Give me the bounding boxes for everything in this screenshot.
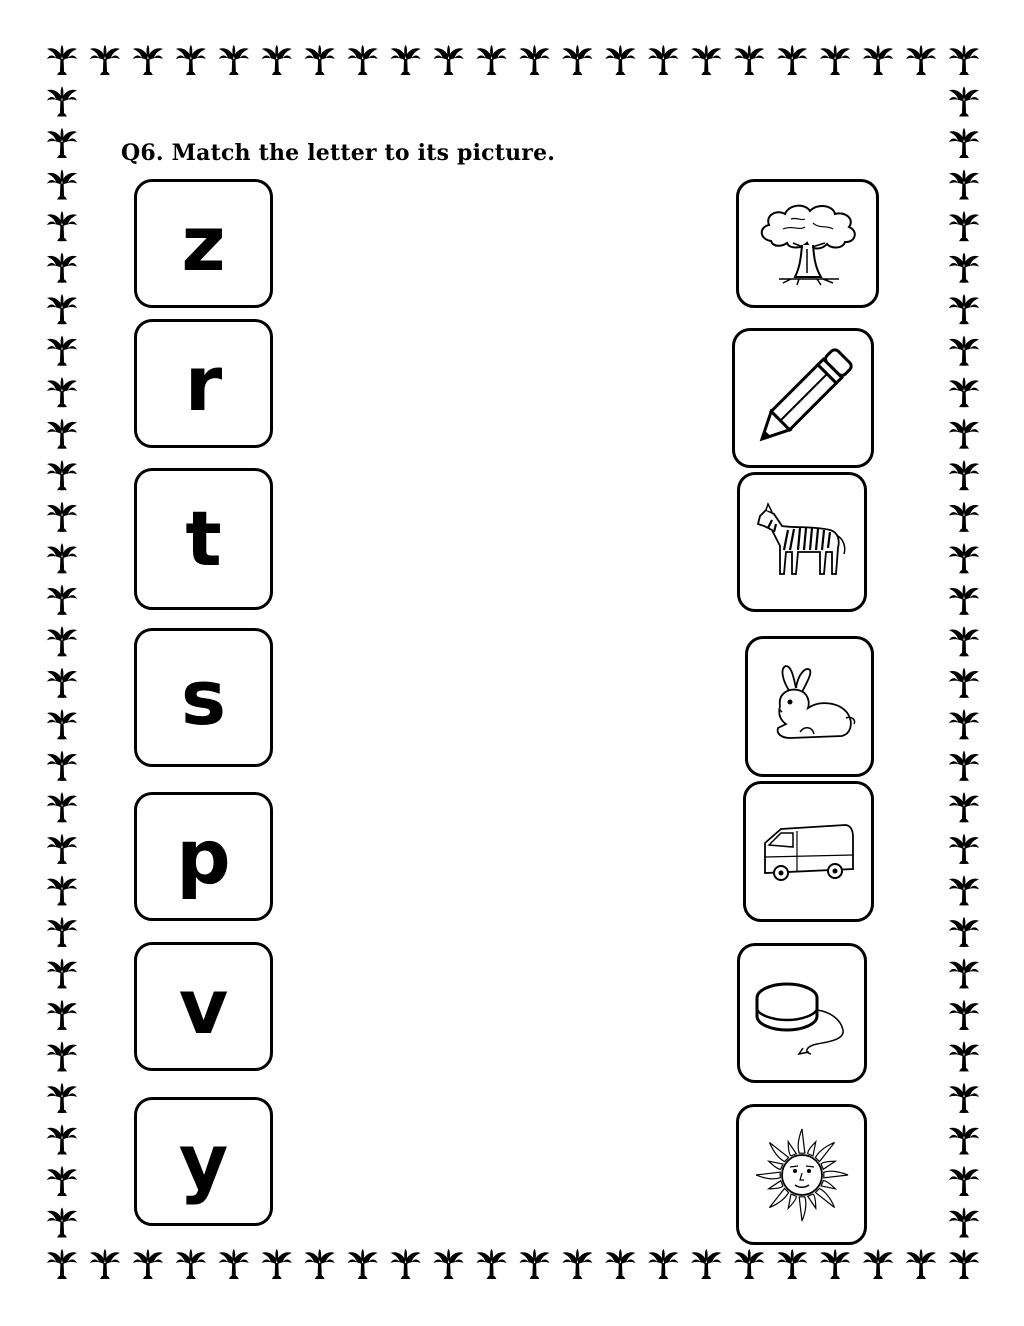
sun-ray — [788, 1194, 796, 1208]
palm-tree-icon — [949, 1041, 979, 1071]
letter-card-t[interactable] — [134, 468, 273, 610]
palm-tree-icon — [47, 460, 77, 490]
palm-tree-icon — [949, 45, 979, 75]
palm-tree-icon — [734, 1249, 764, 1279]
palm-tree-icon — [176, 1249, 206, 1279]
letter-y: y — [178, 1116, 229, 1206]
palm-tree-icon — [262, 45, 292, 75]
palm-tree-icon — [47, 1124, 77, 1154]
palm-tree-icon — [949, 336, 979, 366]
palm-tree-icon — [47, 87, 77, 117]
sun-ray — [799, 1196, 806, 1220]
letter-v: v — [178, 961, 229, 1051]
palm-tree-icon — [949, 875, 979, 905]
sun-ray — [756, 1172, 780, 1179]
letter-card-z[interactable] — [134, 179, 273, 308]
yoyo-picture — [747, 968, 857, 1058]
sun-ray — [821, 1180, 835, 1188]
palm-tree-icon — [47, 709, 77, 739]
palm-tree-icon — [47, 585, 77, 615]
palm-tree-icon — [777, 1249, 807, 1279]
palm-tree-icon — [262, 1249, 292, 1279]
palm-tree-icon — [47, 1207, 77, 1237]
rabbit-picture-card[interactable] — [745, 636, 874, 777]
palm-tree-icon — [47, 1000, 77, 1030]
letter-t: t — [185, 494, 222, 583]
palm-tree-icon — [305, 45, 335, 75]
palm-tree-icon — [949, 626, 979, 656]
palm-tree-icon — [949, 253, 979, 283]
palm-tree-icon — [391, 1249, 421, 1279]
palm-tree-icon — [477, 1249, 507, 1279]
palm-tree-icon — [949, 958, 979, 988]
sun-ray — [768, 1180, 782, 1188]
pencil-picture-card[interactable] — [732, 328, 874, 468]
palm-tree-icon — [47, 1166, 77, 1196]
palm-tree-icon — [949, 1249, 979, 1279]
letter-card-p[interactable] — [134, 792, 273, 921]
sun-ray — [769, 1188, 788, 1207]
palm-tree-icon — [949, 792, 979, 822]
sun-ray — [823, 1171, 847, 1178]
palm-tree-icon — [562, 45, 592, 75]
palm-tree-icon — [949, 543, 979, 573]
palm-tree-icon — [391, 45, 421, 75]
palm-tree-icon — [949, 419, 979, 449]
palm-tree-icon — [47, 377, 77, 407]
sun-ray — [815, 1188, 834, 1207]
palm-tree-icon — [863, 1249, 893, 1279]
palm-tree-icon — [348, 1249, 378, 1279]
palm-tree-icon — [47, 45, 77, 75]
palm-tree-icon — [949, 668, 979, 698]
palm-tree-icon — [949, 585, 979, 615]
palm-tree-icon — [691, 45, 721, 75]
letter-card-s[interactable] — [134, 628, 273, 767]
zebra-picture — [752, 502, 852, 582]
palm-tree-icon — [47, 917, 77, 947]
palm-tree-icon — [47, 543, 77, 573]
question-title: Q6. Match the letter to its picture. — [121, 140, 556, 166]
palm-tree-icon — [949, 377, 979, 407]
sun-ray — [815, 1142, 834, 1161]
zebra-picture-card[interactable] — [737, 472, 867, 612]
palm-tree-icon — [219, 45, 249, 75]
palm-tree-icon — [477, 45, 507, 75]
palm-tree-icon — [605, 45, 635, 75]
palm-tree-icon — [47, 1083, 77, 1113]
palm-tree-icon — [90, 1249, 120, 1279]
sun-picture — [752, 1125, 852, 1225]
palm-tree-icon — [605, 1249, 635, 1279]
pencil-picture — [748, 338, 858, 458]
palm-tree-icon — [47, 792, 77, 822]
palm-tree-icon — [47, 751, 77, 781]
palm-tree-icon — [176, 45, 206, 75]
palm-tree-icon — [777, 45, 807, 75]
sun-ray — [798, 1129, 805, 1153]
yoyo-picture-card[interactable] — [737, 943, 867, 1083]
sun-ray — [769, 1142, 788, 1161]
van-picture-card[interactable] — [743, 781, 874, 922]
palm-tree-icon — [949, 709, 979, 739]
palm-tree-icon — [47, 668, 77, 698]
sun-ray — [821, 1161, 835, 1169]
letter-s: s — [180, 652, 227, 742]
palm-tree-icon — [949, 751, 979, 781]
palm-tree-icon — [949, 294, 979, 324]
palm-tree-icon — [949, 1083, 979, 1113]
sun-ray — [807, 1141, 815, 1155]
palm-tree-icon — [47, 834, 77, 864]
palm-tree-icon — [47, 211, 77, 241]
palm-tree-icon — [734, 45, 764, 75]
palm-tree-icon — [348, 45, 378, 75]
palm-tree-icon — [519, 45, 549, 75]
palm-tree-icon — [133, 1249, 163, 1279]
palm-tree-icon — [562, 1249, 592, 1279]
palm-tree-icon — [47, 253, 77, 283]
palm-tree-icon — [820, 1249, 850, 1279]
palm-tree-icon — [47, 1041, 77, 1071]
palm-tree-icon — [820, 45, 850, 75]
palm-tree-icon — [906, 1249, 936, 1279]
tree-picture-card[interactable] — [736, 179, 879, 308]
letter-card-y[interactable] — [134, 1097, 273, 1226]
palm-tree-icon — [949, 1166, 979, 1196]
palm-tree-icon — [47, 128, 77, 158]
palm-tree-icon — [90, 45, 120, 75]
rabbit-picture — [760, 662, 860, 752]
sun-ray — [768, 1161, 782, 1169]
letter-r: r — [184, 338, 223, 428]
palm-tree-icon — [949, 1000, 979, 1030]
palm-tree-icon — [691, 1249, 721, 1279]
palm-tree-icon — [906, 45, 936, 75]
palm-tree-icon — [47, 502, 77, 532]
palm-tree-icon — [949, 128, 979, 158]
palm-tree-icon — [47, 419, 77, 449]
palm-tree-icon — [949, 502, 979, 532]
palm-tree-icon — [133, 45, 163, 75]
palm-tree-icon — [47, 336, 77, 366]
palm-tree-icon — [949, 87, 979, 117]
palm-tree-icon — [219, 1249, 249, 1279]
palm-tree-icon — [47, 958, 77, 988]
sun-ray — [788, 1141, 796, 1155]
palm-tree-icon — [949, 917, 979, 947]
palm-tree-icon — [47, 1249, 77, 1279]
palm-tree-icon — [305, 1249, 335, 1279]
palm-tree-icon — [434, 1249, 464, 1279]
tree-picture — [753, 199, 863, 289]
palm-tree-icon — [949, 834, 979, 864]
sun-picture-card[interactable] — [736, 1104, 867, 1245]
palm-tree-icon — [519, 1249, 549, 1279]
letter-card-r[interactable] — [134, 319, 273, 448]
van-picture — [759, 817, 859, 887]
palm-tree-icon — [949, 170, 979, 200]
palm-tree-icon — [949, 1207, 979, 1237]
palm-tree-icon — [648, 45, 678, 75]
palm-tree-icon — [648, 1249, 678, 1279]
palm-tree-icon — [434, 45, 464, 75]
palm-tree-icon — [949, 460, 979, 490]
palm-tree-icon — [47, 170, 77, 200]
palm-tree-icon — [47, 626, 77, 656]
letter-card-v[interactable] — [134, 942, 273, 1071]
letter-p: p — [176, 811, 231, 901]
palm-tree-icon — [949, 1124, 979, 1154]
palm-tree-icon — [949, 211, 979, 241]
letter-z: z — [181, 198, 226, 288]
palm-tree-icon — [47, 294, 77, 324]
palm-tree-icon — [47, 875, 77, 905]
palm-tree-icon — [863, 45, 893, 75]
sun-ray — [807, 1194, 815, 1208]
